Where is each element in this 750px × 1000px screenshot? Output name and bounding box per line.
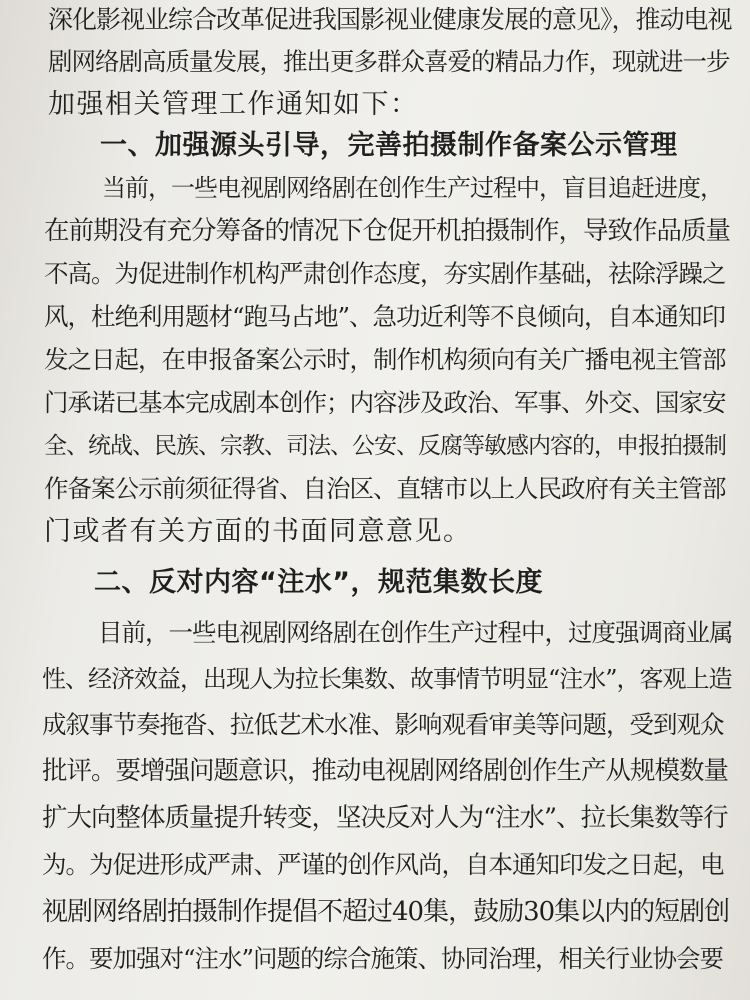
section-2-line-3: 成叙事节奏拖沓、拉低艺术水准、影响观看审美等问题，受到观众	[42, 710, 724, 739]
section-1-line-9: 门或者有关方面的书面同意意见。	[44, 516, 472, 547]
section-1-line-1: 当前，一些电视剧网络剧在创作生产过程中，盲目追赶进度，	[102, 174, 723, 202]
section-1-line-6: 门承诺已基本完成剧本创作；内容涉及政治、军事、外交、国家安	[44, 388, 726, 417]
section-1-line-7: 全、统战、民族、宗教、司法、公安、反腐等敏感内容的，申报拍摄制	[44, 433, 726, 459]
section-1-line-5: 发之日起，在申报备案公示时，制作机构须向有关广播电视主管部	[44, 345, 726, 374]
section-1-line-4: 风，杜绝利用题材“跑马占地”、急功近利等不良倾向，自本通知印	[44, 302, 726, 331]
section-2-line-4: 批评。要增强问题意识，推动电视剧网络剧创作生产从规模数量	[42, 756, 729, 786]
section-2-heading: 二、反对内容“注水”，规范集数长度	[94, 567, 543, 598]
section-2-line-2: 性、经济效益，出现人为拉长集数、故事情节明显“注水”，客观上造	[42, 665, 732, 693]
section-2-line-5: 扩大向整体质量提升转变，坚决反对人为“注水”、拉长集数等行	[42, 803, 728, 833]
section-2-line-6: 为。为促进形成严肃、严谨的创作风尚，自本通知印发之日起，电	[42, 850, 724, 879]
intro-line-1: 深化影视业综合改革促进我国影视业健康发展的意见》，推动电视	[48, 5, 732, 34]
intro-line-2: 剧网络剧高质量发展，推出更多群众喜爱的精品力作，现就进一步	[48, 47, 730, 76]
section-1-line-3: 不高。为促进制作机构严肃创作态度，夯实剧作基础，祛除浮躁之	[44, 259, 726, 288]
section-2-line-7: 视剧网络剧拍摄制作提倡不超过40集，鼓励30集以内的短剧创	[42, 897, 730, 927]
section-1-line-2: 在前期没有充分筹备的情况下仓促开机拍摄制作，导致作品质量	[44, 216, 731, 246]
section-1-heading: 一、加强源头引导，完善拍摄制作备案公示管理	[100, 130, 678, 161]
section-1-line-8: 作备案公示前须征得省、自治区、直辖市以上人民政府有关主管部	[44, 474, 726, 503]
section-2-line-8: 作。要加强对“注水”问题的综合施策、协同治理，相关行业协会要	[42, 944, 724, 973]
intro-line-3: 加强相关管理工作通知如下：	[48, 89, 419, 120]
section-2-line-1: 目前，一些电视剧网络剧在创作生产过程中，过度强调商业属	[98, 618, 733, 647]
